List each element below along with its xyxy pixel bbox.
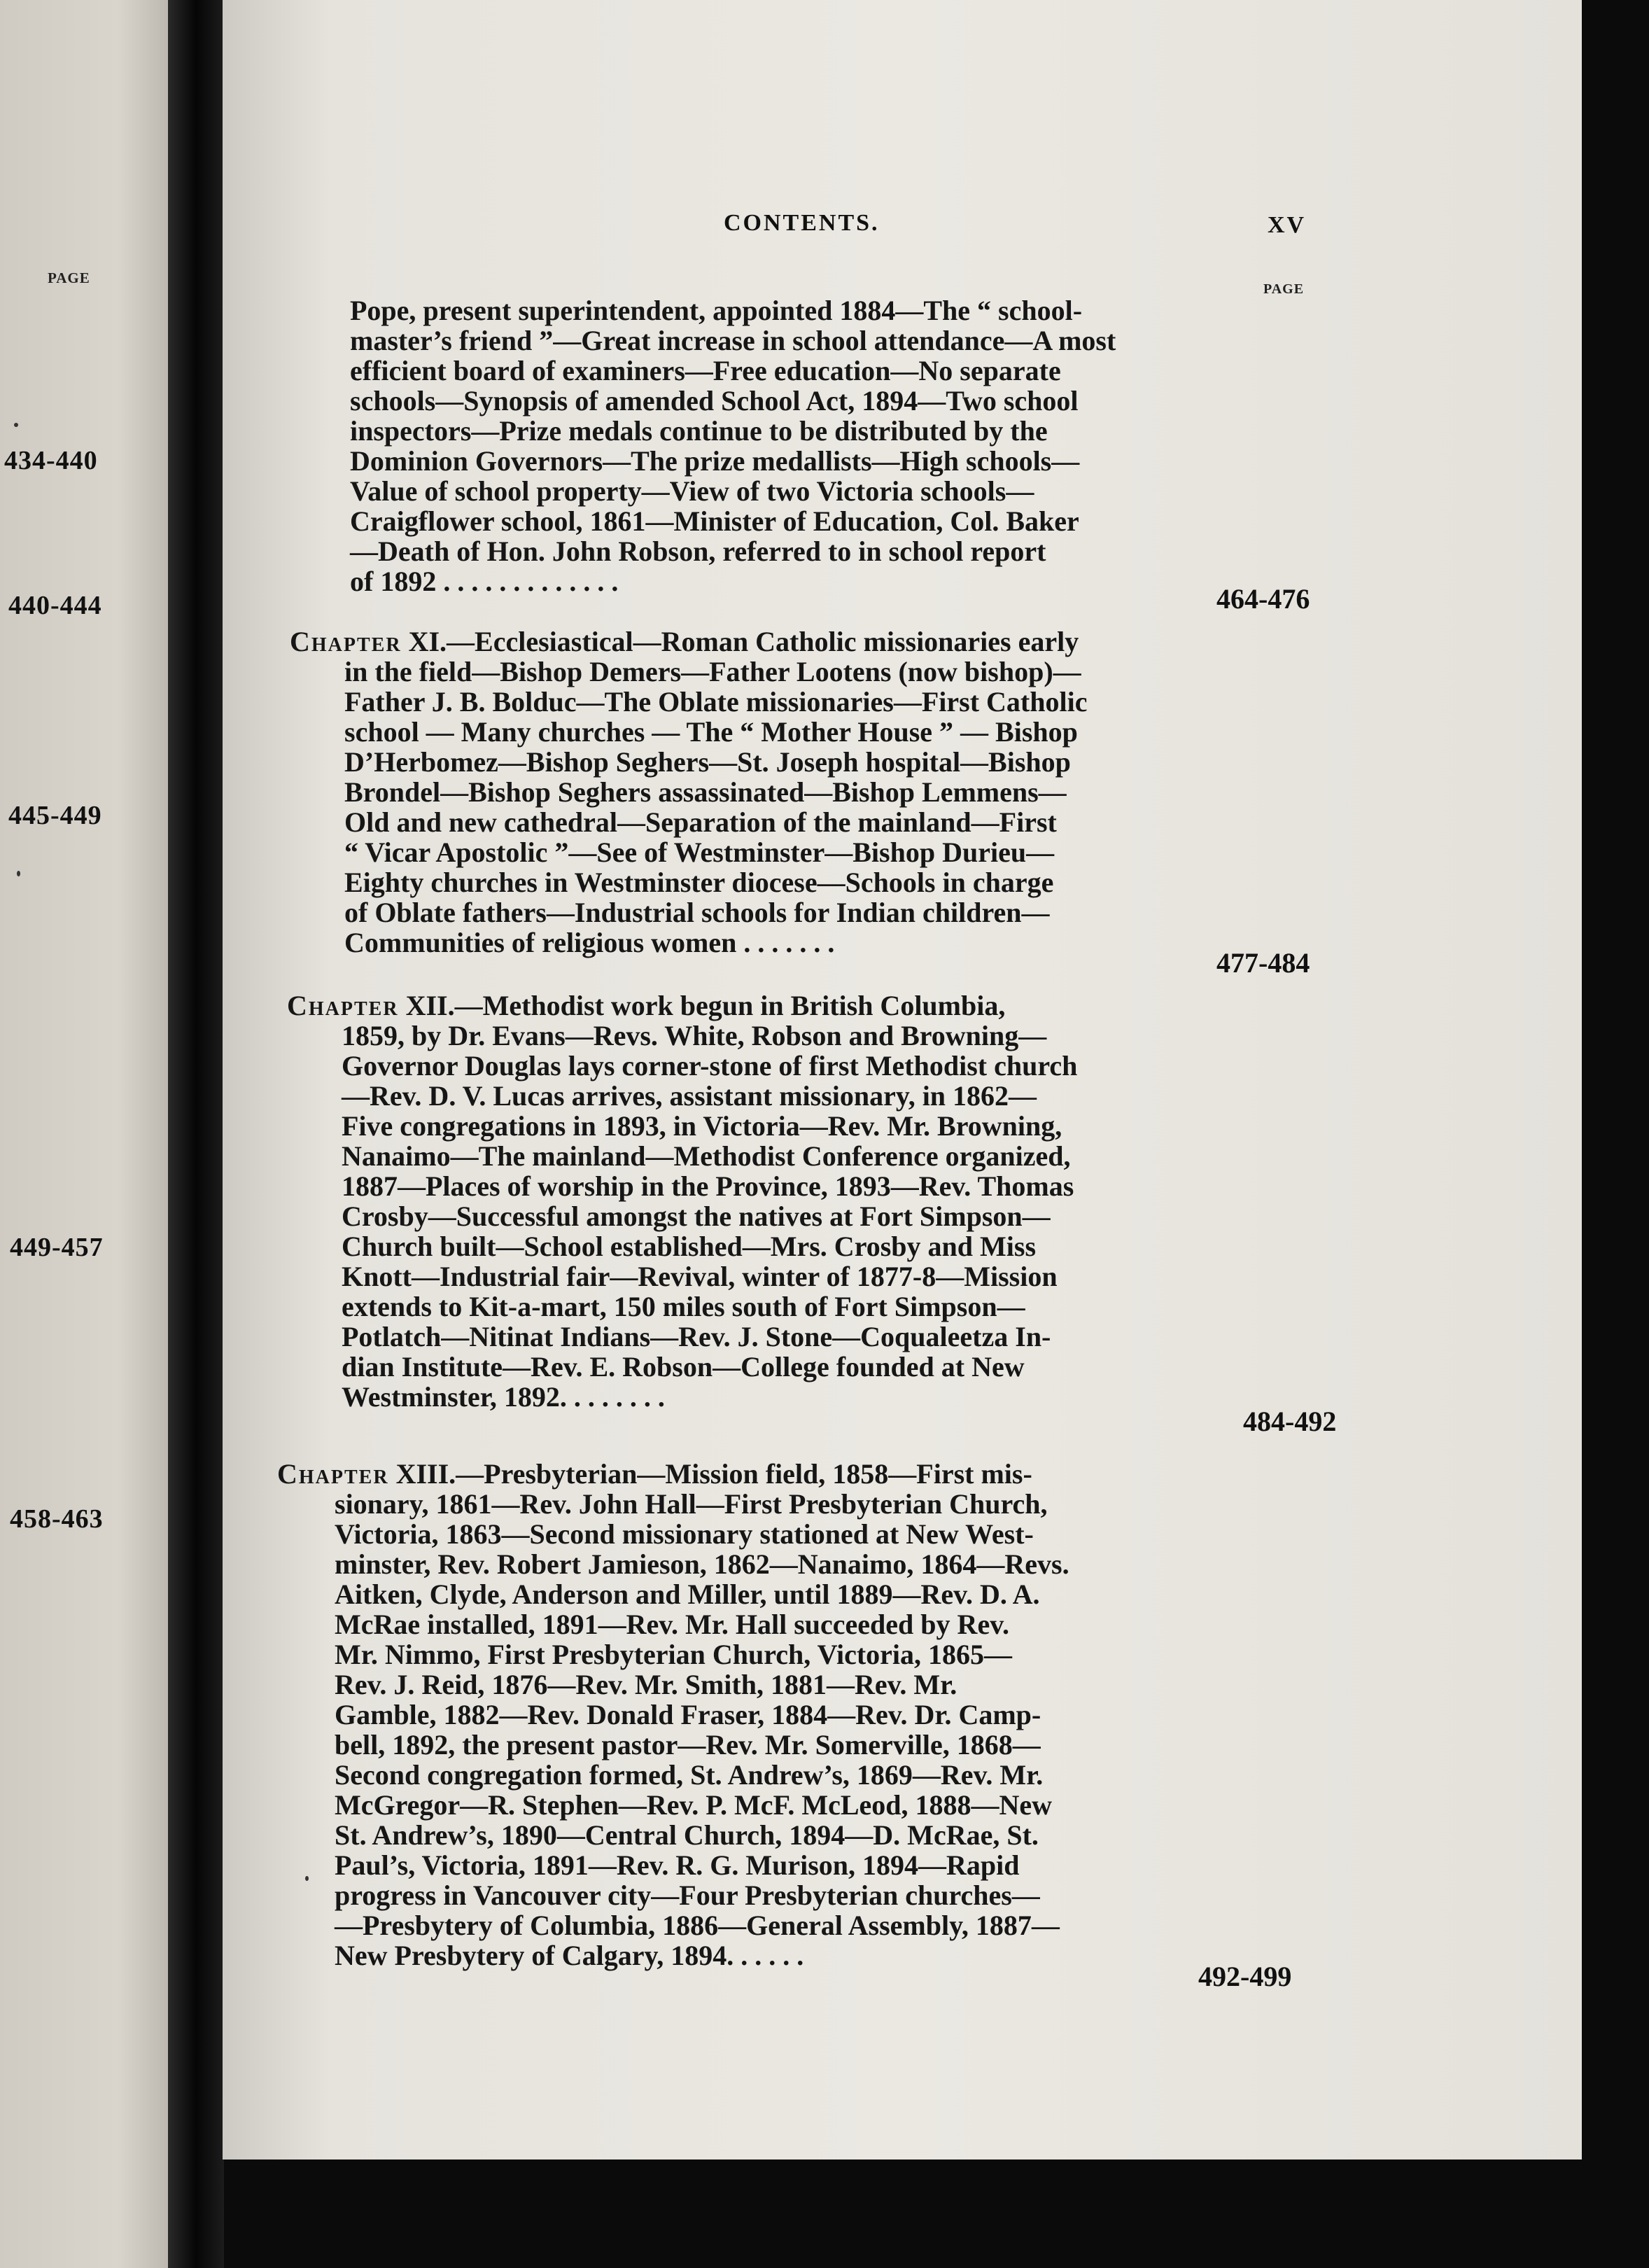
ink-speck	[17, 871, 20, 876]
entry-line: bell, 1892, the present pastor—Rev. Mr. Somerville, 1868—	[335, 1729, 1041, 1760]
entry-line: Governor Douglas lays corner-stone of first Methodist church	[342, 1050, 1078, 1082]
entry-line: Potlatch—Nitinat Indians—Rev. J. Stone—Coqualeetza In-	[342, 1321, 1051, 1352]
entry-line: Church built—School established—Mrs. Crosby and Miss	[342, 1231, 1037, 1262]
entry-line-text: XI.—Ecclesiastical—Roman Catholic missionaries early	[408, 626, 1079, 657]
left-page	[0, 0, 168, 2268]
entry-line: Victoria, 1863—Second missionary stationed at New West-	[335, 1518, 1034, 1550]
entry-line: Gamble, 1882—Rev. Donald Fraser, 1884—Rev. Dr. Camp-	[335, 1699, 1041, 1730]
ink-speck	[14, 423, 18, 427]
entry-line: master’s friend ”—Great increase in school attendance—A most	[350, 325, 1116, 356]
entry-line: Paul’s, Victoria, 1891—Rev. R. G. Murison, 1894—Rapid	[335, 1849, 1020, 1881]
entry-line: Aitken, Clyde, Anderson and Miller, until 1889—Rev. D. A.	[335, 1578, 1040, 1610]
entry-line: McGregor—R. Stephen—Rev. P. McF. McLeod, 1888—New	[335, 1789, 1053, 1821]
entry-line: progress in Vancouver city—Four Presbyterian churches—	[335, 1879, 1040, 1911]
chapter-word: Chapter	[277, 1458, 389, 1490]
entry-line: of 1892 . . . . . . . . . . . . .	[350, 566, 619, 597]
entry-line: in the field—Bishop Demers—Father Lootens (now bishop)—	[344, 656, 1081, 687]
entry-line: school — Many churches — The “ Mother House ” — Bishop	[344, 716, 1078, 748]
entry-line: St. Andrew’s, 1890—Central Church, 1894—D. McRae, St.	[335, 1819, 1039, 1851]
entry-line: Rev. J. Reid, 1876—Rev. Mr. Smith, 1881—Rev. Mr.	[335, 1669, 957, 1700]
entry-line: Pope, present superintendent, appointed 1884—The “ school-	[350, 295, 1083, 326]
left-page-label: PAGE	[48, 270, 90, 286]
book-gutter	[168, 0, 224, 2268]
entry-line	[287, 991, 1005, 1021]
entry-line-text: XII.—Methodist work begun in British Columbia,	[405, 990, 1006, 1021]
entry-line: —Rev. D. V. Lucas arrives, assistant missionary, in 1862—	[342, 1080, 1037, 1112]
entry-line: New Presbytery of Calgary, 1894. . . . . .	[335, 1940, 804, 1971]
entry-line: Westminster, 1892. . . . . . . .	[342, 1381, 665, 1413]
entry-line-text: XIII.—Presbyterian—Mission field, 1858—First mis-	[395, 1458, 1032, 1490]
entry-line: dian Institute—Rev. E. Robson—College founded at New	[342, 1351, 1025, 1382]
entry-line: Five congregations in 1893, in Victoria—Rev. Mr. Browning,	[342, 1110, 1062, 1142]
left-page-number: 458-463	[10, 1504, 104, 1534]
entry-line: efficient board of examiners—Free education—No separate	[350, 355, 1061, 386]
entry-line: sionary, 1861—Rev. John Hall—First Presbyterian Church,	[335, 1488, 1048, 1520]
ink-speck	[305, 1876, 309, 1881]
contents-page	[223, 0, 1582, 2160]
chapter-word: Chapter	[290, 626, 402, 657]
entry-line: McRae installed, 1891—Rev. Mr. Hall succeeded by Rev.	[335, 1609, 1009, 1640]
entry-line: Dominion Governors—The prize medallists—High schools—	[350, 445, 1080, 477]
entry-line: Eighty churches in Westminster diocese—Schools in charge	[344, 867, 1054, 898]
entry-line: minster, Rev. Robert Jamieson, 1862—Nanaimo, 1864—Revs.	[335, 1548, 1069, 1580]
entry-line: Father J. B. Bolduc—The Oblate missionaries—First Catholic	[344, 686, 1088, 718]
entry-line: Craigflower school, 1861—Minister of Education, Col. Baker	[350, 505, 1079, 537]
left-page-number: 434-440	[4, 446, 98, 475]
entry-line	[290, 627, 1079, 657]
entry-line: D’Herbomez—Bishop Seghers—St. Joseph hospital—Bishop	[344, 746, 1071, 778]
entry-line: —Death of Hon. John Robson, referred to in school report	[350, 536, 1046, 567]
entry-line: “ Vicar Apostolic ”—See of Westminster—Bishop Durieu—	[344, 836, 1055, 868]
chapter-word: Chapter	[287, 990, 399, 1021]
entry-page-range: 492-499	[1198, 1961, 1292, 1992]
entry-line: 1859, by Dr. Evans—Revs. White, Robson and Browning—	[342, 1020, 1047, 1051]
entry-line: Nanaimo—The mainland—Methodist Conference organized,	[342, 1140, 1071, 1172]
entry-page-range: 464-476	[1216, 583, 1310, 615]
entry-line: Brondel—Bishop Seghers assassinated—Bishop Lemmens—	[344, 776, 1067, 808]
entry-line	[277, 1460, 1032, 1489]
page-column-label: PAGE	[1263, 281, 1305, 297]
entry-page-range: 477-484	[1216, 947, 1310, 979]
entry-line: Communities of religious women . . . . . . .	[344, 927, 835, 958]
left-page-number: 449-457	[10, 1233, 104, 1262]
entry-line: Second congregation formed, St. Andrew’s, 1869—Rev. Mr.	[335, 1759, 1044, 1791]
entry-line: 1887—Places of worship in the Province, 1893—Rev. Thomas	[342, 1170, 1074, 1202]
left-page-number: 445-449	[8, 801, 102, 830]
entry-line: inspectors—Prize medals continue to be distributed by the	[350, 415, 1048, 447]
left-page-number: 440-444	[8, 591, 102, 620]
page-title: CONTENTS.	[724, 210, 880, 236]
entry-line: Mr. Nimmo, First Presbyterian Church, Victoria, 1865—	[335, 1639, 1013, 1670]
entry-line: Value of school property—View of two Victoria schools—	[350, 475, 1034, 507]
entry-page-range: 484-492	[1243, 1406, 1337, 1437]
entry-line: Knott—Industrial fair—Revival, winter of 1877-8—Mission	[342, 1261, 1058, 1292]
entry-line: schools—Synopsis of amended School Act, 1894—Two school	[350, 385, 1079, 416]
entry-line: —Presbytery of Columbia, 1886—General Assembly, 1887—	[335, 1910, 1060, 1941]
entry-line: extends to Kit-a-mart, 150 miles south of Fort Simpson—	[342, 1291, 1025, 1322]
entry-line: Crosby—Successful amongst the natives at Fort Simpson—	[342, 1200, 1051, 1232]
entry-line: Old and new cathedral—Separation of the mainland—First	[344, 806, 1057, 838]
page-number: XV	[1268, 212, 1307, 238]
entry-line: of Oblate fathers—Industrial schools for Indian children—	[344, 897, 1050, 928]
